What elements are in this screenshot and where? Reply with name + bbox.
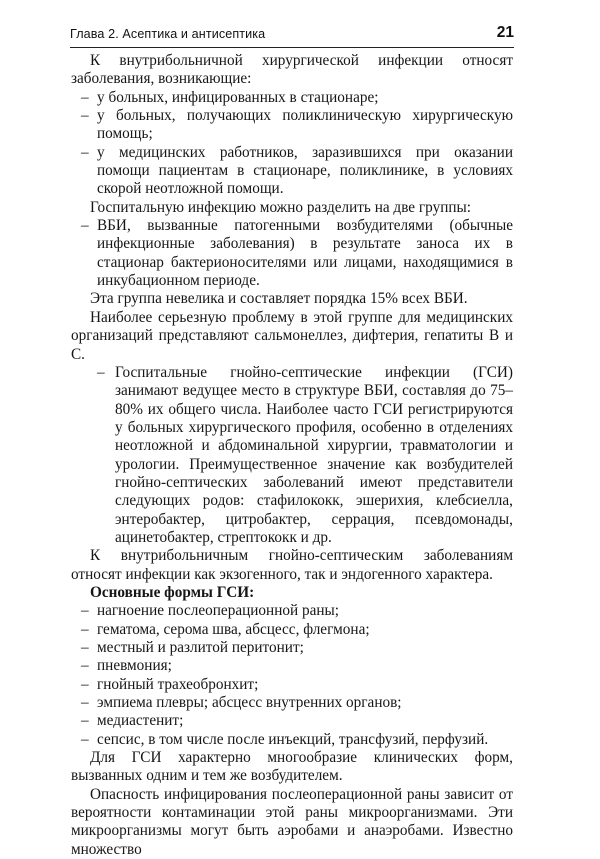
paragraph-danger: Опасность инфицирования послеоперационной раны зависит от вероятности контаминации этой раны микроорганизмами. Эти микроорганизмы могут быть аэробами и анаэробами. Известно множество [71,785,513,858]
dash-marker: – [81,675,89,693]
header-rule [70,47,514,48]
list-item-text: гнойный трахеобронхит; [97,675,259,693]
paragraph-groups-intro: Госпитальную инфекцию можно разделить на две группы: [90,198,471,216]
list-item-text: местный и разлитой перитонит; [97,639,304,656]
list-item-text: Госпитальные гнойно-септические инфекции (ГСИ) занимают ведущее место в структуре ВБИ, составляя до 75–80% их общего числа. Наиболее часто ГСИ регистрируются у больных хирургического профиля, особенно в отделениях неотложной и абдоминальной хирургии, травматологии и урологии. Преимущественное значение как возбудителей гнойно-септических заболеваний имеют представители следующих родов: стафилококк, эшерихия, клебсиелла, энтеробактер, цитробактер, серрация, псевдомонады, ацинетобактер, стрептококк и др. [115,363,513,546]
list-item-text: пневмония; [97,657,172,675]
list-item-origin-3 [71,144,513,199]
list-item-origin-2 [71,107,513,144]
dash-marker: – [81,88,89,106]
list-item-text: у больных, инфицированных в стационаре; [97,88,379,106]
dash-marker: – [81,639,89,656]
dash-marker: – [81,620,89,638]
dash-marker: – [81,694,89,712]
running-head: Глава 2. Асептика и антисептика [70,27,266,41]
list-item-form-4 [71,657,513,675]
dash-marker: – [81,217,89,235]
dash-marker: – [97,363,105,381]
page-header [70,24,514,48]
list-item-form-5 [71,676,513,694]
list-item-origin-1 [71,89,513,107]
paragraph-intro: К внутрибольничной хирургической инфекции относят заболевания, возникающие: [71,52,513,88]
list-item-form-2 [71,621,513,639]
list-item-group-one [71,217,513,290]
list-item-text: гематома, серома шва, абсцесс, флегмона; [97,620,370,638]
dash-marker: – [81,602,89,620]
list-item-form-7 [71,712,513,730]
list-item-form-6 [71,694,513,712]
page-number: 21 [496,24,514,41]
dash-marker: – [81,107,89,125]
paragraph-etiology: К внутрибольничным гнойно-септическим заболеваниям относят инфекции как экзогенного, так и эндогенного характера. [71,547,513,583]
list-item-form-8 [71,731,513,749]
paragraph-diversity: Для ГСИ характерно многообразие клинических форм, вызванных одним и тем же возбудителем. [71,749,513,785]
dash-marker: – [81,712,89,730]
forms-heading: Основные формы ГСИ: [90,583,255,601]
body-text [71,52,513,859]
list-item-text: нагноение послеоперационной раны; [97,602,339,620]
list-item-form-1 [71,602,513,620]
list-item-text: ВБИ, вызванные патогенными возбудителями (обычные инфекционные заболевания) в результате заноса их в стационар бактерионосителями или лицами, находящимися в инкубационном периоде. [97,217,513,290]
list-item-text: эмпиема плевры; абсцесс внутренних органов; [97,694,402,712]
list-item-text: у больных, получающих поликлиническую хирургическую помощь; [97,107,513,143]
list-item-text: у медицинских работников, заразившихся при оказании помощи пациентам в стационаре, поликлинике, в условиях скорой неотложной помощи. [97,143,513,198]
list-item-text: медиастенит; [97,712,184,730]
paragraph-serious-problem: Наиболее серьезную проблему в этой группе для медицинских организаций представляют сальмонеллез, дифтерия, гепатиты B и C. [71,308,513,363]
dash-marker: – [81,730,89,748]
list-item-form-3 [71,639,513,657]
list-item-group-two [71,364,513,547]
dash-marker: – [81,143,89,161]
dash-marker: – [81,657,89,675]
list-item-text: сепсис, в том числе после инъекций, трансфузий, перфузий. [97,730,489,748]
paragraph-group-one-note: Эта группа невелика и составляет порядка 15% всех ВБИ. [90,290,468,308]
